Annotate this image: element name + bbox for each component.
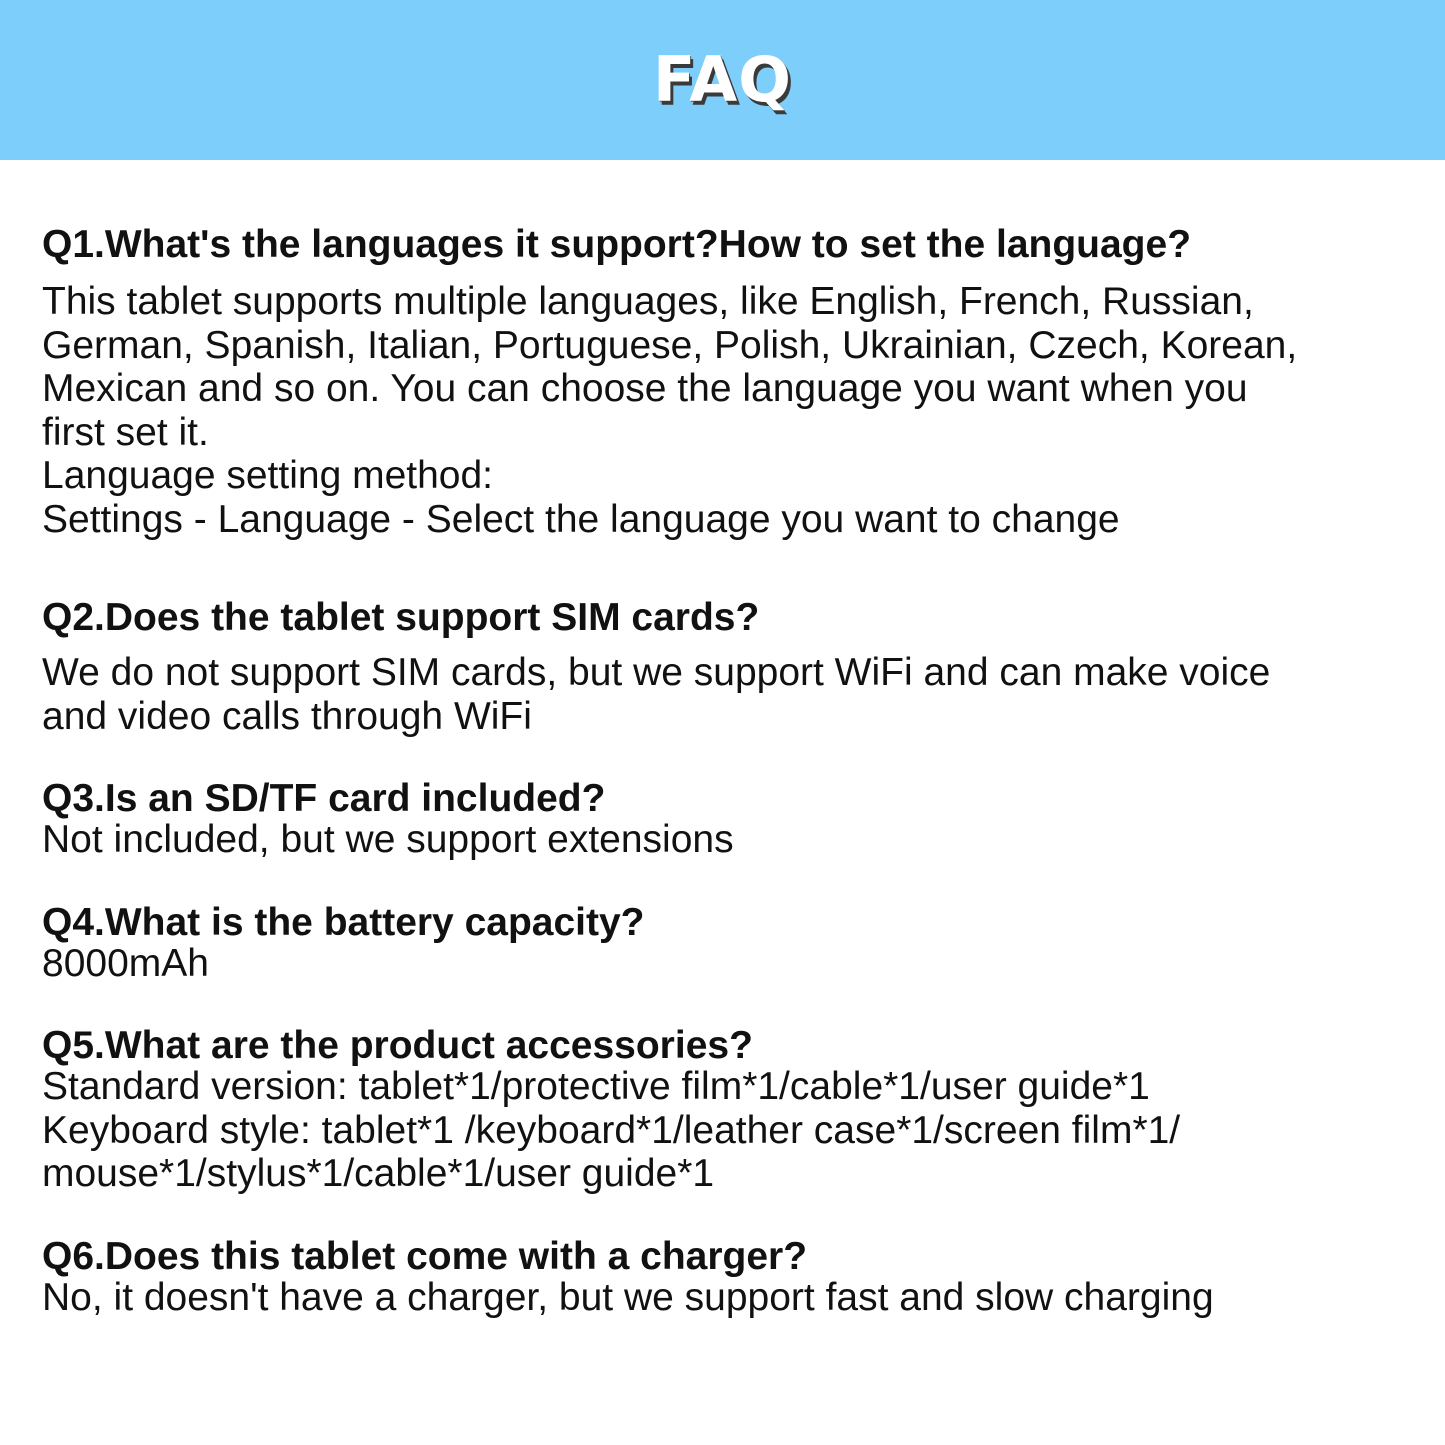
answer-line: Not included, but we support extensions bbox=[42, 818, 734, 861]
answer-line: Language setting method: bbox=[42, 454, 494, 497]
faq-answer bbox=[42, 651, 1442, 738]
faq-answer bbox=[42, 942, 1442, 986]
answer-line: We do not support SIM cards, but we support WiFi and can make voice bbox=[42, 651, 1271, 694]
faq-question: Q6.Does this tablet come with a charger? bbox=[42, 1234, 808, 1278]
faq-answer bbox=[42, 818, 1442, 862]
answer-line: Settings - Language - Select the language you want to change bbox=[42, 497, 1120, 541]
answer-line: 8000mAh bbox=[42, 941, 209, 985]
faq-question: Q1.What's the languages it support?How to set the language? bbox=[42, 223, 1192, 266]
header-banner bbox=[0, 0, 1445, 160]
faq-item-5 bbox=[42, 1023, 1442, 1196]
answer-line: Standard version: tablet*1/protective film*1/cable*1/user guide*1 bbox=[42, 1065, 1150, 1108]
answer-line: mouse*1/stylus*1/cable*1/user guide*1 bbox=[42, 1152, 715, 1195]
answer-line: first set it. bbox=[42, 410, 209, 454]
faq-question: Q3.Is an SD/TF card included? bbox=[42, 777, 606, 820]
faq-question: Q5.What are the product accessories? bbox=[42, 1024, 753, 1067]
faq-item-4 bbox=[42, 900, 1442, 986]
answer-line: Keyboard style: tablet*1 /keyboard*1/leather case*1/screen film*1/ bbox=[42, 1108, 1181, 1152]
answer-line: No, it doesn't have a charger, but we support fast and slow charging bbox=[42, 1275, 1214, 1319]
faq-item-3 bbox=[42, 776, 1442, 862]
faq-answer bbox=[42, 280, 1442, 541]
faq-answer bbox=[42, 1065, 1442, 1196]
answer-line: German, Spanish, Italian, Portuguese, Polish, Ukrainian, Czech, Korean, bbox=[42, 323, 1298, 367]
faq-item-6 bbox=[42, 1234, 1442, 1320]
faq-question: Q4.What is the battery capacity? bbox=[42, 900, 645, 944]
faq-list bbox=[42, 222, 1442, 1319]
answer-line: This tablet supports multiple languages, like English, French, Russian, bbox=[42, 280, 1254, 323]
faq-answer bbox=[42, 1276, 1442, 1320]
faq-question: Q2.Does the tablet support SIM cards? bbox=[42, 596, 760, 639]
answer-line: and video calls through WiFi bbox=[42, 694, 532, 738]
faq-item-2 bbox=[42, 595, 1442, 738]
faq-item-1 bbox=[42, 222, 1442, 541]
page-title: FAQ bbox=[653, 43, 792, 116]
answer-line: Mexican and so on. You can choose the language you want when you bbox=[42, 367, 1248, 410]
